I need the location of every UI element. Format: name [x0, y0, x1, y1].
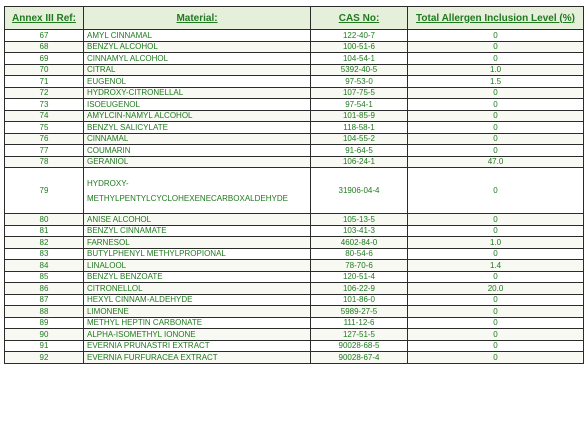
cell-annex-ref: 84: [5, 260, 84, 272]
cell-material: EUGENOL: [84, 76, 311, 88]
table-row: [5, 225, 584, 237]
cell-cas-no: 4602-84-0: [311, 237, 408, 249]
table-row: [5, 352, 584, 364]
table-row: [5, 237, 584, 249]
cell-annex-ref: 81: [5, 225, 84, 237]
table-row: [5, 110, 584, 122]
table-row: [5, 248, 584, 260]
cell-annex-ref: 76: [5, 133, 84, 145]
cell-annex-ref: 90: [5, 329, 84, 341]
cell-inclusion-level: 0: [408, 294, 584, 306]
cell-cas-no: 104-54-1: [311, 53, 408, 65]
cell-annex-ref: 69: [5, 53, 84, 65]
cell-material: COUMARIN: [84, 145, 311, 157]
cell-material: CITRONELLOL: [84, 283, 311, 295]
header-cas-no: CAS No:: [311, 7, 408, 30]
cell-material: LIMONENE: [84, 306, 311, 318]
cell-annex-ref: 67: [5, 30, 84, 42]
cell-material: ALPHA-ISOMETHYL IONONE: [84, 329, 311, 341]
cell-inclusion-level: 0: [408, 306, 584, 318]
cell-inclusion-level: 0: [408, 352, 584, 364]
cell-material: METHYL HEPTIN CARBONATE: [84, 317, 311, 329]
cell-annex-ref: 86: [5, 283, 84, 295]
table-row: [5, 317, 584, 329]
cell-cas-no: 5989-27-5: [311, 306, 408, 318]
table-row: [5, 306, 584, 318]
table-row: [5, 283, 584, 295]
table-row: [5, 271, 584, 283]
table-row: [5, 64, 584, 76]
table-row: [5, 133, 584, 145]
cell-annex-ref: 72: [5, 87, 84, 99]
cell-inclusion-level: 0: [408, 99, 584, 111]
cell-inclusion-level: 0: [408, 87, 584, 99]
table-row: [5, 156, 584, 168]
cell-material: HEXYL CINNAM-ALDEHYDE: [84, 294, 311, 306]
cell-cas-no: 100-51-6: [311, 41, 408, 53]
cell-inclusion-level: 0: [408, 30, 584, 42]
cell-annex-ref: 73: [5, 99, 84, 111]
cell-material: CINNAMAL: [84, 133, 311, 145]
table-header-row: [5, 7, 584, 30]
cell-material: AMYLCIN-NAMYL ALCOHOL: [84, 110, 311, 122]
cell-annex-ref: 91: [5, 340, 84, 352]
cell-annex-ref: 87: [5, 294, 84, 306]
cell-inclusion-level: 1.5: [408, 76, 584, 88]
cell-annex-ref: 83: [5, 248, 84, 260]
cell-cas-no: 97-53-0: [311, 76, 408, 88]
cell-cas-no: 97-54-1: [311, 99, 408, 111]
table-row: [5, 168, 584, 214]
cell-annex-ref: 82: [5, 237, 84, 249]
cell-cas-no: 101-85-9: [311, 110, 408, 122]
cell-annex-ref: 88: [5, 306, 84, 318]
cell-cas-no: 80-54-6: [311, 248, 408, 260]
cell-inclusion-level: 0: [408, 317, 584, 329]
header-inclusion-level: Total Allergen Inclusion Level (%): [408, 7, 584, 30]
cell-inclusion-level: 20.0: [408, 283, 584, 295]
cell-annex-ref: 79: [5, 168, 84, 214]
cell-cas-no: 111-12-6: [311, 317, 408, 329]
cell-inclusion-level: 0: [408, 214, 584, 226]
cell-annex-ref: 89: [5, 317, 84, 329]
cell-annex-ref: 70: [5, 64, 84, 76]
cell-material: FARNESOL: [84, 237, 311, 249]
cell-cas-no: 31906-04-4: [311, 168, 408, 214]
cell-annex-ref: 77: [5, 145, 84, 157]
cell-inclusion-level: 1.4: [408, 260, 584, 272]
cell-cas-no: 5392-40-5: [311, 64, 408, 76]
cell-cas-no: 118-58-1: [311, 122, 408, 134]
allergen-table: [4, 6, 584, 364]
cell-annex-ref: 75: [5, 122, 84, 134]
cell-inclusion-level: 1.0: [408, 64, 584, 76]
cell-inclusion-level: 0: [408, 53, 584, 65]
cell-inclusion-level: 1.0: [408, 237, 584, 249]
cell-cas-no: 107-75-5: [311, 87, 408, 99]
cell-inclusion-level: 47.0: [408, 156, 584, 168]
cell-annex-ref: 71: [5, 76, 84, 88]
cell-inclusion-level: 0: [408, 248, 584, 260]
table-row: [5, 260, 584, 272]
table-body: [5, 30, 584, 364]
cell-cas-no: 104-55-2: [311, 133, 408, 145]
cell-cas-no: 91-64-5: [311, 145, 408, 157]
table-row: [5, 145, 584, 157]
cell-cas-no: 103-41-3: [311, 225, 408, 237]
cell-cas-no: 78-70-6: [311, 260, 408, 272]
cell-material: AMYL CINNAMAL: [84, 30, 311, 42]
cell-material: BENZYL BENZOATE: [84, 271, 311, 283]
cell-annex-ref: 78: [5, 156, 84, 168]
cell-material: HYDROXY-CITRONELLAL: [84, 87, 311, 99]
cell-material: ISOEUGENOL: [84, 99, 311, 111]
cell-inclusion-level: 0: [408, 168, 584, 214]
cell-inclusion-level: 0: [408, 41, 584, 53]
cell-material: HYDROXY- METHYLPENTYLCYCLOHEXENECARBOXALDEHYDE: [84, 168, 311, 214]
table-row: [5, 329, 584, 341]
cell-material: EVERNIA PRUNASTRI EXTRACT: [84, 340, 311, 352]
cell-inclusion-level: 0: [408, 122, 584, 134]
cell-cas-no: 120-51-4: [311, 271, 408, 283]
cell-cas-no: 106-22-9: [311, 283, 408, 295]
cell-material: CINNAMYL ALCOHOL: [84, 53, 311, 65]
cell-material: BENZYL SALICYLATE: [84, 122, 311, 134]
table-row: [5, 53, 584, 65]
table-row: [5, 122, 584, 134]
cell-cas-no: 90028-68-5: [311, 340, 408, 352]
cell-cas-no: 106-24-1: [311, 156, 408, 168]
cell-material: BENZYL ALCOHOL: [84, 41, 311, 53]
cell-inclusion-level: 0: [408, 145, 584, 157]
cell-cas-no: 122-40-7: [311, 30, 408, 42]
cell-cas-no: 101-86-0: [311, 294, 408, 306]
cell-material: ANISE ALCOHOL: [84, 214, 311, 226]
cell-material: BENZYL CINNAMATE: [84, 225, 311, 237]
cell-cas-no: 105-13-5: [311, 214, 408, 226]
cell-cas-no: 90028-67-4: [311, 352, 408, 364]
table-row: [5, 99, 584, 111]
table-row: [5, 294, 584, 306]
cell-cas-no: 127-51-5: [311, 329, 408, 341]
cell-material: EVERNIA FURFURACEA EXTRACT: [84, 352, 311, 364]
table-row: [5, 30, 584, 42]
cell-annex-ref: 74: [5, 110, 84, 122]
cell-annex-ref: 80: [5, 214, 84, 226]
cell-inclusion-level: 0: [408, 271, 584, 283]
cell-inclusion-level: 0: [408, 329, 584, 341]
cell-annex-ref: 92: [5, 352, 84, 364]
allergen-table-container: [4, 6, 583, 364]
header-material: Material:: [84, 7, 311, 30]
table-row: [5, 214, 584, 226]
table-row: [5, 41, 584, 53]
table-row: [5, 87, 584, 99]
table-row: [5, 340, 584, 352]
cell-inclusion-level: 0: [408, 225, 584, 237]
header-annex-ref: Annex III Ref:: [5, 7, 84, 30]
cell-inclusion-level: 0: [408, 133, 584, 145]
cell-material: BUTYLPHENYL METHYLPROPIONAL: [84, 248, 311, 260]
table-row: [5, 76, 584, 88]
cell-annex-ref: 68: [5, 41, 84, 53]
cell-material: CITRAL: [84, 64, 311, 76]
cell-material: GERANIOL: [84, 156, 311, 168]
cell-material: LINALOOL: [84, 260, 311, 272]
cell-inclusion-level: 0: [408, 110, 584, 122]
cell-inclusion-level: 0: [408, 340, 584, 352]
cell-annex-ref: 85: [5, 271, 84, 283]
